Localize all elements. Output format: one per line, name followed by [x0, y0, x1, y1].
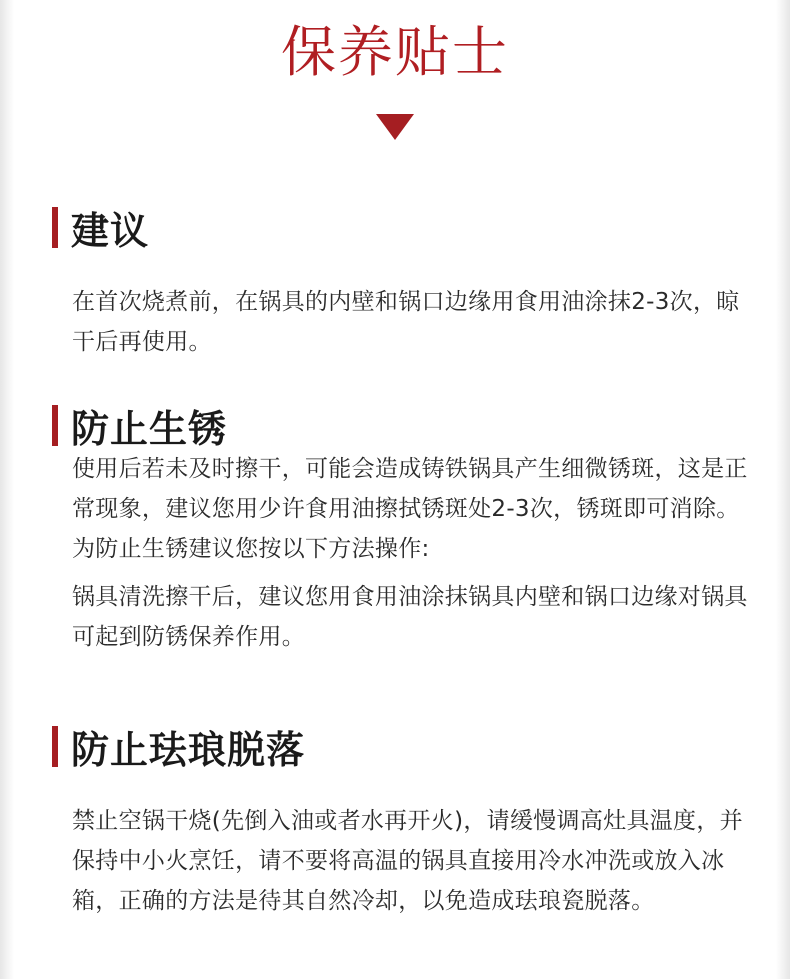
page-title: 保养贴士: [280, 20, 509, 84]
section-heading: [52, 203, 750, 251]
down-triangle-icon: [376, 114, 414, 140]
section-enamel-protection: [52, 722, 750, 921]
section-marker-bar: [52, 726, 58, 767]
section-marker-bar: [52, 207, 58, 248]
right-edge-shadow: [776, 0, 790, 979]
section-title: 防止珐琅脱落: [71, 727, 306, 772]
section-heading: [52, 722, 750, 770]
section-paragraph: 禁止空锅干烧(先倒入油或者水再开火)，请缓慢调高灶具温度，并保持中小火烹饪，请不要将高温的锅具直接用冷水冲洗或放入冰箱，正确的方法是待其自然冷却，以免造成珐琅瓷脱落。: [72, 808, 743, 914]
left-edge-shadow: [0, 0, 14, 979]
section-rust-prevention: [52, 401, 750, 657]
section-paragraph: 在首次烧煮前，在锅具的内壁和锅口边缘用食用油涂抹2-3次，晾干后再使用。: [72, 289, 740, 355]
section-marker-bar: [52, 405, 58, 446]
section-suggestion: [52, 203, 750, 362]
section-paragraph: 使用后若未及时擦干，可能会造成铸铁锅具产生细微锈斑，这是正常现象，建议您用少许食用油擦拭锈斑处2-3次，锈斑即可消除。为防止生锈建议您按以下方法操作:: [72, 456, 748, 562]
section-title: 防止生锈: [71, 406, 228, 451]
section-heading: [52, 401, 750, 449]
section-paragraph: 锅具清洗擦干后，建议您用食用油涂抹锅具内壁和锅口边缘对锅具可起到防锈保养作用。: [72, 584, 748, 650]
header: [0, 18, 790, 140]
section-title: 建议: [71, 208, 150, 253]
